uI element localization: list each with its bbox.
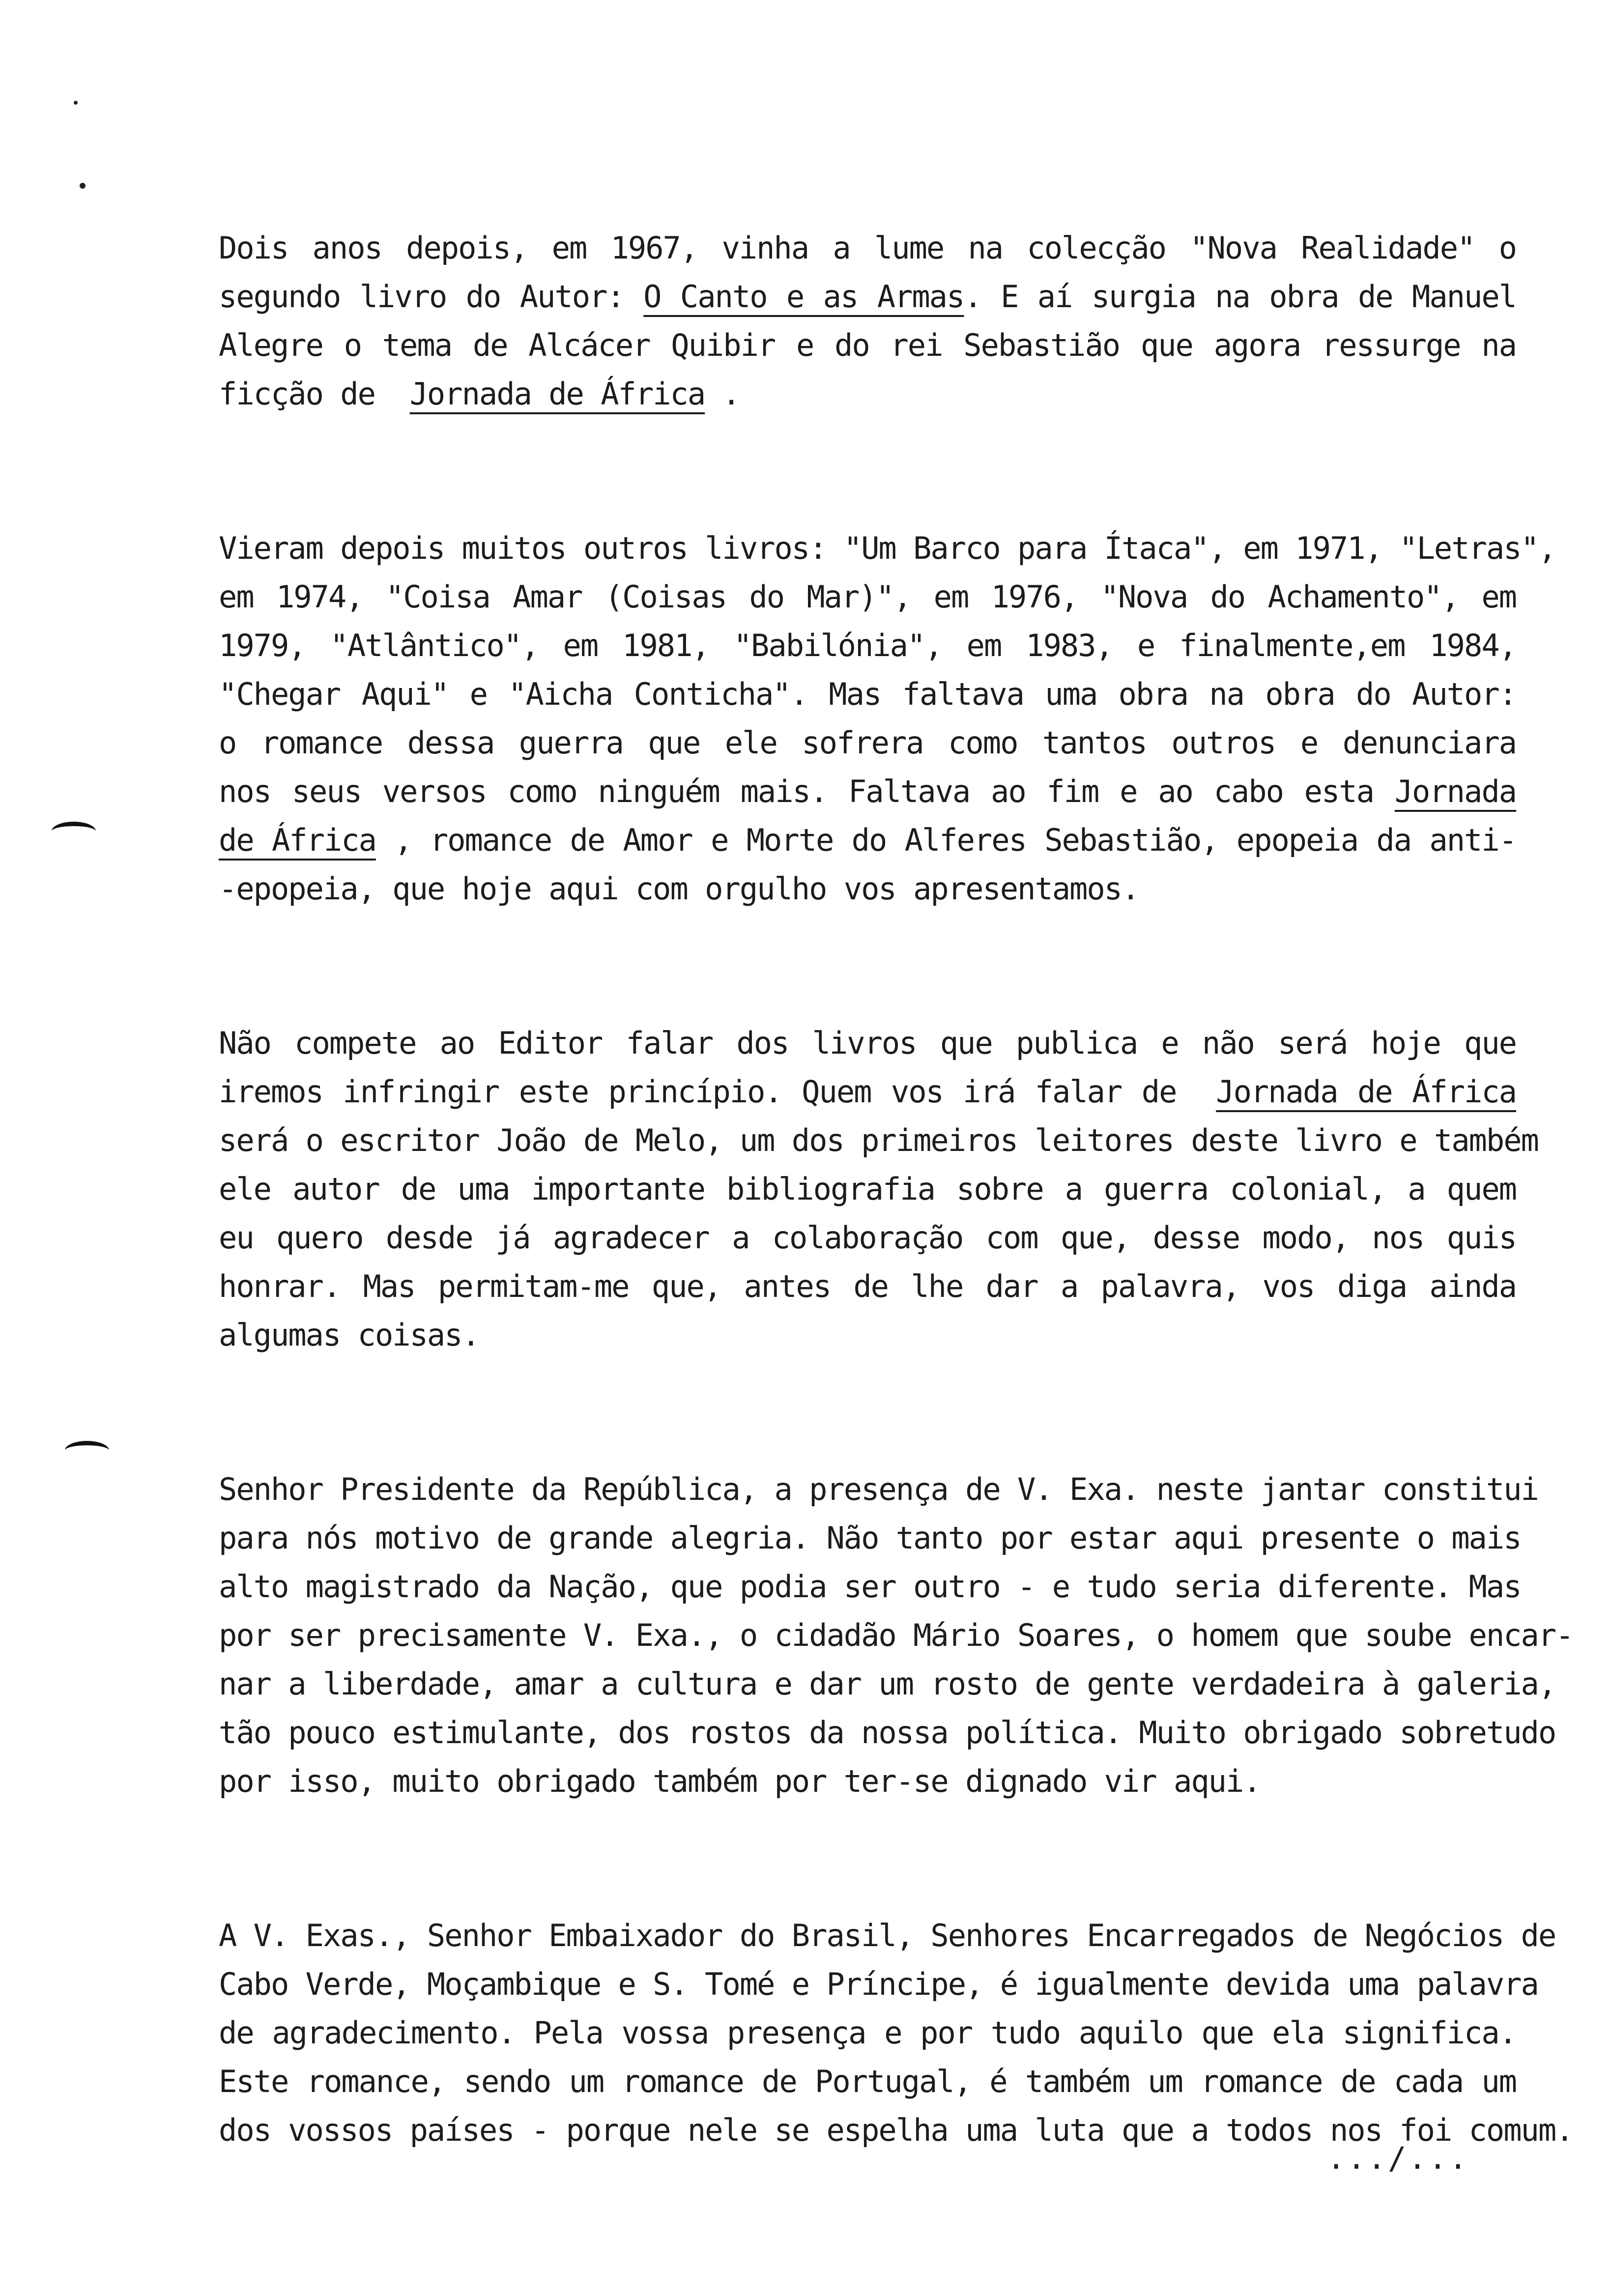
text-segment: .	[705, 376, 740, 412]
text-line: em 1974, "Coisa Amar (Coisas do Mar)", em 1976, "Nova do Achamento", em	[219, 579, 1516, 615]
underlined-book-title: Jornada	[1394, 774, 1516, 809]
text-segment: , romance de Amor e Morte do Alferes Sebastião, epopeia da anti-	[375, 822, 1517, 858]
text-line: de agradecimento. Pela vossa presença e por tudo aquilo que ela significa.	[219, 2015, 1516, 2051]
text-line: para nós motivo de grande alegria. Não tanto por estar aqui presente o mais	[219, 1520, 1521, 1556]
letter-body	[219, 224, 1573, 2260]
text-line	[219, 767, 1516, 816]
text-line: "Chegar Aqui" e "Aicha Conticha". Mas faltava uma obra na obra do Autor:	[219, 676, 1516, 712]
text-line: Senhor Presidente da República, a presença de V. Exa. neste jantar constitui	[219, 1471, 1538, 1507]
underlined-book-title: Jornada de África	[409, 376, 705, 412]
text-line: nar a liberdade, amar a cultura e dar um rosto de gente verdadeira à galeria,	[219, 1666, 1556, 1702]
text-line: será o escritor João de Melo, um dos primeiros leitores deste livro e também	[219, 1122, 1538, 1158]
text-line: algumas coisas.	[219, 1317, 479, 1353]
speck-mark	[80, 183, 86, 189]
underlined-book-title: Jornada de África	[1216, 1074, 1516, 1110]
page-continuation: .../...	[1327, 2140, 1469, 2176]
paragraph	[219, 1465, 1573, 1806]
underlined-book-title: O Canto e as Armas	[643, 279, 964, 315]
text-line: Este romance, sendo um romance de Portugal, é também um romance de cada um	[219, 2064, 1516, 2099]
text-line: o romance dessa guerra que ele sofrera como tantos outros e denunciara	[219, 725, 1516, 761]
text-line: Cabo Verde, Moçambique e S. Tomé e Príncipe, é igualmente devida uma palavra	[219, 1966, 1538, 2002]
text-line: por isso, muito obrigado também por ter-se dignado vir aqui.	[219, 1763, 1261, 1799]
paragraph	[219, 224, 1516, 418]
speck-mark	[74, 101, 78, 105]
text-line	[219, 1067, 1516, 1116]
punch-hole-mark	[52, 822, 96, 841]
text-line: Vieram depois muitos outros livros: "Um Barco para Ítaca", em 1971, "Letras",	[219, 530, 1556, 566]
text-segment: iremos infringir este princípio. Quem vos irá falar de	[219, 1074, 1216, 1110]
text-segment: segundo livro do Autor:	[219, 279, 644, 315]
text-line: ele autor de uma importante bibliografia sobre a guerra colonial, a quem	[219, 1171, 1516, 1207]
paragraph	[219, 524, 1556, 913]
underlined-book-title: de África	[219, 822, 376, 858]
text-line: por ser precisamente V. Exa., o cidadão Mário Soares, o homem que soube encar-	[219, 1617, 1573, 1653]
text-line: dos vossos países - porque nele se espelha uma luta que a todos nos foi comum.	[219, 2112, 1573, 2148]
text-line	[219, 272, 1516, 321]
paragraph	[219, 1911, 1573, 2154]
text-line	[219, 370, 1516, 418]
paragraph	[219, 1019, 1538, 1359]
text-line: alto magistrado da Nação, que podia ser outro - e tudo seria diferente. Mas	[219, 1569, 1521, 1605]
text-line: Dois anos depois, em 1967, vinha a lume na colecção "Nova Realidade" o	[219, 230, 1516, 266]
text-line: eu quero desde já agradecer a colaboração com que, desse modo, nos quis	[219, 1220, 1516, 1256]
text-line: -epopeia, que hoje aqui com orgulho vos apresentamos.	[219, 871, 1139, 907]
text-segment: nos seus versos como ninguém mais. Faltava ao fim e ao cabo esta	[219, 774, 1395, 809]
text-line	[219, 816, 1516, 864]
text-segment: ficção de	[219, 376, 410, 412]
text-line: Alegre o tema de Alcácer Quibir e do rei Sebastião que agora ressurge na	[219, 327, 1516, 363]
punch-hole-mark	[65, 1441, 109, 1460]
text-line: A V. Exas., Senhor Embaixador do Brasil, Senhores Encarregados de Negócios de	[219, 1918, 1556, 1953]
text-line: tão pouco estimulante, dos rostos da nossa política. Muito obrigado sobretudo	[219, 1715, 1556, 1751]
text-segment: . E aí surgia na obra de Manuel	[964, 279, 1516, 315]
text-line: 1979, "Atlântico", em 1981, "Babilónia", em 1983, e finalmente,em 1984,	[219, 628, 1516, 663]
text-line: Não compete ao Editor falar dos livros que publica e não será hoje que	[219, 1025, 1516, 1061]
text-line: honrar. Mas permitam-me que, antes de lhe dar a palavra, vos diga ainda	[219, 1268, 1516, 1304]
